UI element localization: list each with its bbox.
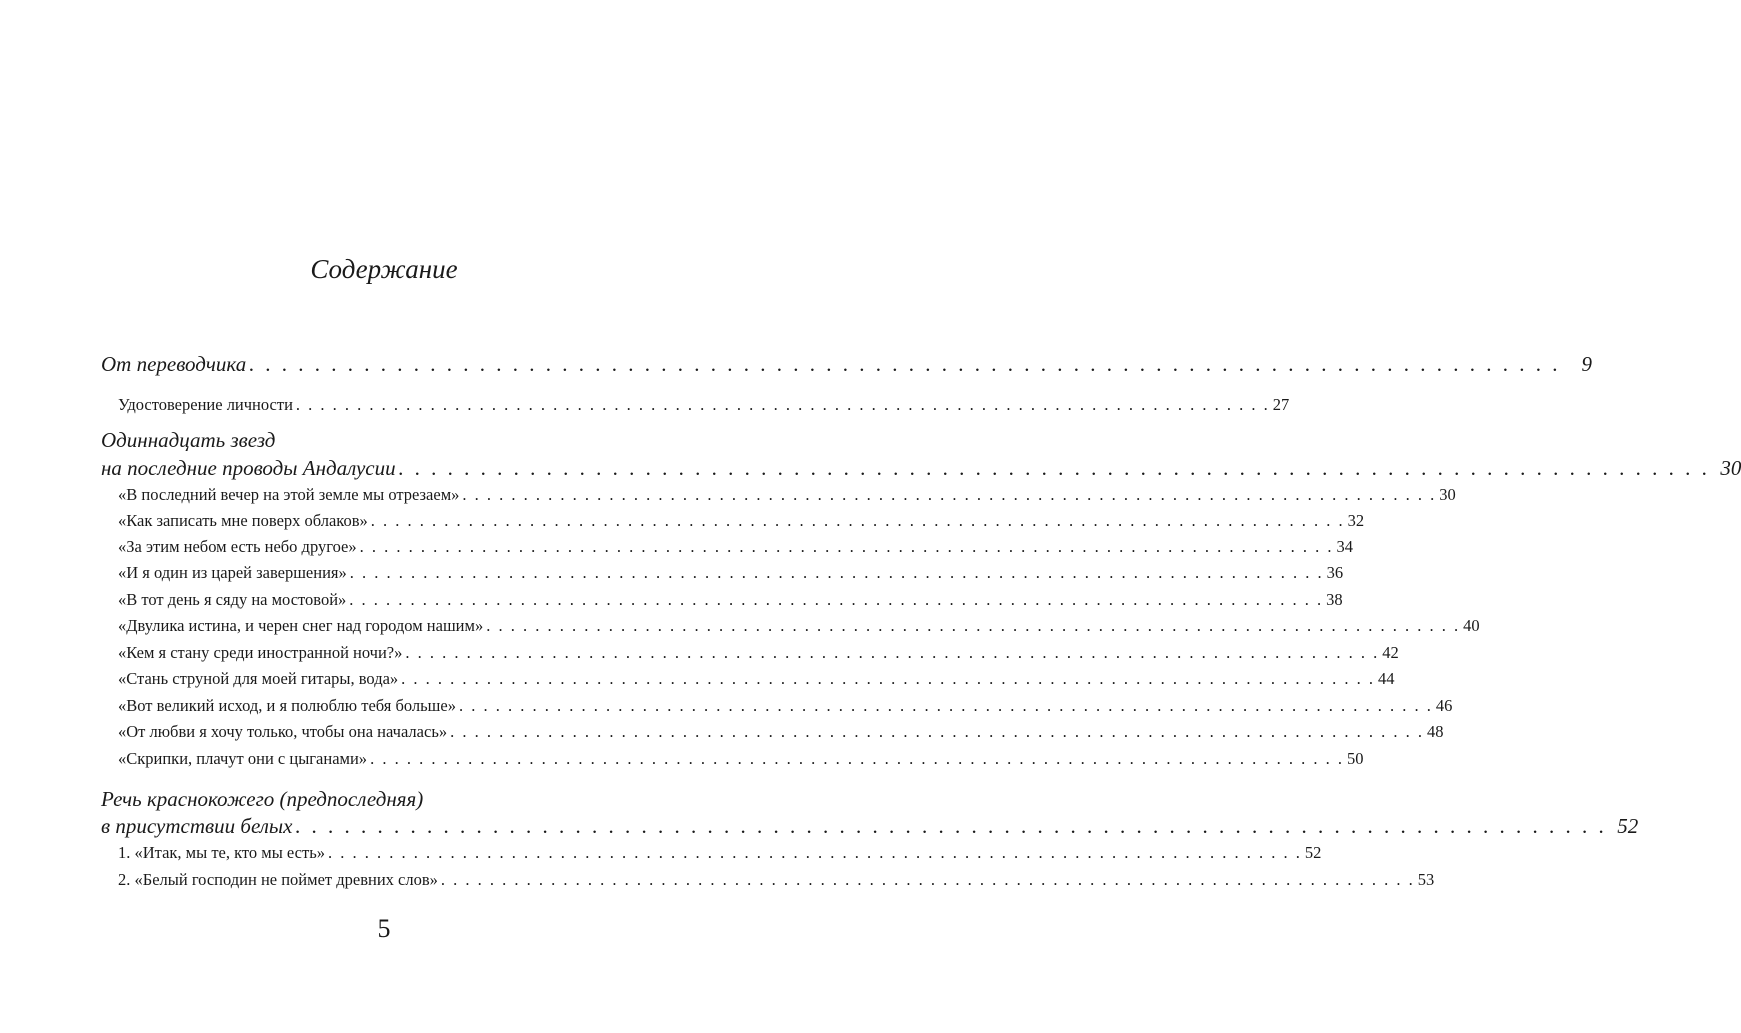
page-number: 40 — [1463, 616, 1480, 635]
entry-title: «От любви я хочу только, чтобы она началась» — [118, 722, 448, 741]
dot-leader: . . . . . . . . . . . . . . . . . . . . . . . . . . . . . . . . . . . . . . . . . . . . . . . . . . . . . . . . . . . . . . . . . . . . . . . . . . . . . . . . — [398, 456, 1711, 480]
dot-leader: . . . . . . . . . . . . . . . . . . . . . . . . . . . . . . . . . . . . . . . . . . . . . . . . . . . . . . . . . . . . . . . . . . . . . . . . . . . . . . . . — [370, 511, 1345, 530]
section-title-line1: Речь краснокожего (предпоследняя) — [101, 787, 424, 811]
page-number: 50 — [1346, 749, 1364, 768]
toc-entry-row — [118, 587, 1343, 613]
entry-title: «Скрипки, плачут они с цыганами» — [118, 749, 368, 768]
page-number: 38 — [1326, 590, 1343, 609]
toc-section-row — [101, 453, 1741, 483]
dot-leader: . . . . . . . . . . . . . . . . . . . . . . . . . . . . . . . . . . . . . . . . . . . . . . . . . . . . . . . . . . . . . . . . . . . . . . . . . . . . . . . . — [405, 643, 1380, 662]
section-title-line1: Одиннадцать звезд — [101, 428, 276, 452]
page-number: 44 — [1378, 669, 1395, 688]
page-number: 48 — [1426, 722, 1444, 741]
entry-title: «В тот день я сяду на мостовой» — [118, 590, 347, 609]
page-number: 32 — [1347, 511, 1365, 530]
toc-entry-row — [118, 840, 1322, 866]
toc-entry-row — [118, 867, 1435, 893]
page-number: 52 — [1304, 843, 1322, 862]
toc-entry-row — [118, 392, 1290, 418]
section-title: на последние проводы Андалусии — [101, 456, 396, 480]
toc-section-row — [101, 811, 1639, 841]
page-number: 52 — [1617, 814, 1639, 838]
page-number: 30 — [1439, 485, 1456, 504]
dot-leader: . . . . . . . . . . . . . . . . . . . . . . . . . . . . . . . . . . . . . . . . . . . . . . . . . . . . . . . . . . . . . . . . . . . . . . . . . . . . . . . . — [349, 590, 1324, 609]
entry-title: «Кем я стану среди иностранной ночи?» — [118, 643, 403, 662]
dot-leader: . . . . . . . . . . . . . . . . . . . . . . . . . . . . . . . . . . . . . . . . . . . . . . . . . . . . . . . . . . . . . . . . . . . . . . . . . . . . . . . . — [249, 352, 1561, 376]
section-title: От переводчика — [101, 352, 247, 376]
entry-title: «Как записать мне поверх облаков» — [118, 511, 368, 530]
dot-leader: . . . . . . . . . . . . . . . . . . . . . . . . . . . . . . . . . . . . . . . . . . . . . . . . . . . . . . . . . . . . . . . . . . . . . . . . . . . . . . . . — [349, 563, 1324, 582]
entry-title: Удостоверение личности — [118, 395, 293, 414]
page-number: 9 — [1581, 352, 1592, 376]
toc-entry-row — [118, 693, 1453, 719]
toc-entry-row — [118, 666, 1395, 692]
page-number: 34 — [1336, 537, 1353, 556]
dot-leader: . . . . . . . . . . . . . . . . . . . . . . . . . . . . . . . . . . . . . . . . . . . . . . . . . . . . . . . . . . . . . . . . . . . . . . . . . . . . . . . . — [295, 814, 1608, 838]
entry-title: «В последний вечер на этой земле мы отрезаем» — [118, 485, 460, 504]
dot-leader: . . . . . . . . . . . . . . . . . . . . . . . . . . . . . . . . . . . . . . . . . . . . . . . . . . . . . . . . . . . . . . . . . . . . . . . . . . . . . . . . — [458, 696, 1433, 715]
dot-leader: . . . . . . . . . . . . . . . . . . . . . . . . . . . . . . . . . . . . . . . . . . . . . . . . . . . . . . . . . . . . . . . . . . . . . . . . . . . . . . . . — [359, 537, 1334, 556]
toc-section-row — [101, 349, 1592, 379]
toc-entry-row — [118, 746, 1364, 772]
entry-title: 1. «Итак, мы те, кто мы есть» — [118, 843, 325, 862]
toc-entry-row — [118, 613, 1480, 639]
page-number: 53 — [1417, 870, 1435, 889]
toc-entry-row — [118, 534, 1353, 560]
entry-title: «Двулика истина, и черен снег над городом нашим» — [118, 616, 484, 635]
entry-title: «Стань струной для моей гитары, вода» — [118, 669, 399, 688]
toc-entry-row — [118, 482, 1456, 508]
dot-leader: . . . . . . . . . . . . . . . . . . . . . . . . . . . . . . . . . . . . . . . . . . . . . . . . . . . . . . . . . . . . . . . . . . . . . . . . . . . . . . . . — [295, 395, 1270, 414]
dot-leader: . . . . . . . . . . . . . . . . . . . . . . . . . . . . . . . . . . . . . . . . . . . . . . . . . . . . . . . . . . . . . . . . . . . . . . . . . . . . . . . . — [401, 669, 1376, 688]
dot-leader: . . . . . . . . . . . . . . . . . . . . . . . . . . . . . . . . . . . . . . . . . . . . . . . . . . . . . . . . . . . . . . . . . . . . . . . . . . . . . . . . — [450, 722, 1424, 741]
entry-title: «За этим небом есть небо другое» — [118, 537, 357, 556]
entry-title: «И я один из царей завершения» — [118, 563, 347, 582]
dot-leader: . . . . . . . . . . . . . . . . . . . . . . . . . . . . . . . . . . . . . . . . . . . . . . . . . . . . . . . . . . . . . . . . . . . . . . . . . . . . . . . . — [440, 870, 1415, 889]
toc-entry-row — [118, 560, 1344, 586]
page-number: 42 — [1382, 643, 1399, 662]
dot-leader: . . . . . . . . . . . . . . . . . . . . . . . . . . . . . . . . . . . . . . . . . . . . . . . . . . . . . . . . . . . . . . . . . . . . . . . . . . . . . . . . — [327, 843, 1302, 862]
section-title: в присутствии белых — [101, 814, 293, 838]
toc-entry-row — [118, 719, 1444, 745]
page-title: Содержание — [310, 254, 458, 284]
dot-leader: . . . . . . . . . . . . . . . . . . . . . . . . . . . . . . . . . . . . . . . . . . . . . . . . . . . . . . . . . . . . . . . . . . . . . . . . . . . . . . . . — [486, 616, 1461, 635]
page-number: 30 — [1720, 456, 1741, 480]
dot-leader: . . . . . . . . . . . . . . . . . . . . . . . . . . . . . . . . . . . . . . . . . . . . . . . . . . . . . . . . . . . . . . . . . . . . . . . . . . . . . . . . — [370, 749, 1344, 768]
page-number: 46 — [1435, 696, 1453, 715]
toc-entry-row — [118, 640, 1399, 666]
entry-title: «Вот великий исход, и я полюблю тебя больше» — [118, 696, 456, 715]
toc-entry-row — [118, 508, 1365, 534]
dot-leader: . . . . . . . . . . . . . . . . . . . . . . . . . . . . . . . . . . . . . . . . . . . . . . . . . . . . . . . . . . . . . . . . . . . . . . . . . . . . . . . . — [462, 485, 1437, 504]
page-folio: 5 — [377, 914, 391, 943]
page-number: 27 — [1272, 395, 1290, 414]
page-number: 36 — [1326, 563, 1344, 582]
entry-title: 2. «Белый господин не поймет древних слов» — [118, 870, 438, 889]
